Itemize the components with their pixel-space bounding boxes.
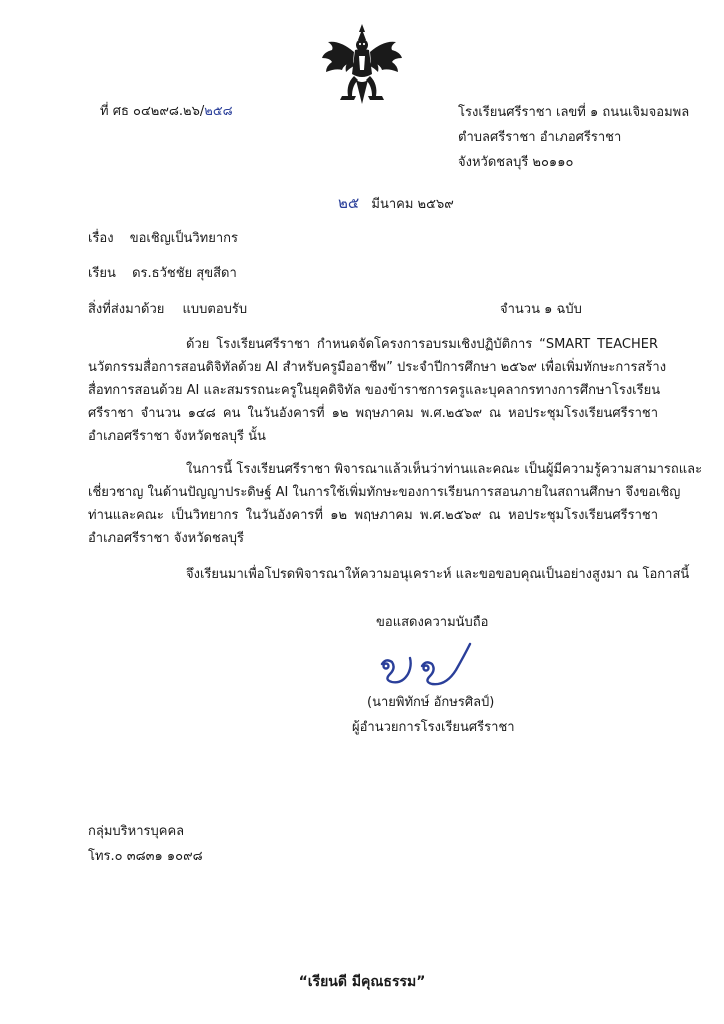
closing-salutation: ขอแสดงความนับถือ (376, 615, 489, 630)
signer-title: ผู้อำนวยการโรงเรียนศรีราชา (352, 720, 515, 735)
address-line: โรงเรียนศรีราชา เลขที่ ๑ ถนนเจิมจอมพล (458, 105, 690, 120)
paragraph-line: นวัตกรรมสื่อการสอนดิจิทัลด้วย AI สำหรับครูมืออาชีพ” ประจำปีการศึกษา ๒๕๖๙ เพื่อเพิ่มทักษะการสร้าง (88, 360, 667, 375)
date-day-handwritten: ๒๕ (338, 194, 360, 212)
paragraph-closing-request: จึงเรียนมาเพื่อโปรดพิจารณาให้ความอนุเคราะห์ และขอขอบคุณเป็นอย่างสูงมา ณ โอกาสนี้ (186, 567, 690, 582)
signer-name: (นายพิทักษ์ อักษรศิลป์) (367, 695, 495, 710)
paragraph-line: เชี่ยวชาญ ในด้านปัญญาประดิษฐ์ AI ในการใช้เพิ่มทักษะของการเรียนการสอนภายในสถานศึกษา จึงขอเชิญ (88, 485, 681, 500)
reference-prefix: ที่ ศธ ๐๔๒๙๘.๒๖/ (100, 104, 205, 119)
subject-line (88, 227, 238, 248)
recipient-line (88, 262, 237, 283)
recipient-label: เรียน (88, 266, 116, 281)
reference-number (100, 100, 233, 121)
garuda-emblem-icon (320, 22, 404, 108)
enclosure-quantity: จำนวน ๑ ฉบับ (500, 302, 582, 317)
paragraph-line: ในการนี้ โรงเรียนศรีราชา พิจารณาแล้วเห็นว่าท่านและคณะ เป็นผู้มีความรู้ความสามารถและ (186, 462, 703, 477)
reference-number-handwritten: ๒๕๘ (204, 104, 233, 119)
school-address (458, 100, 689, 175)
subject-text: ขอเชิญเป็นวิทยากร (129, 231, 238, 246)
paragraph-line: สื่อทการสอนด้วย AI และสมรรถนะครูในยุคดิจิทัล ของข้าราชการครูและบุคลากรทางการศึกษาโรงเรียน (88, 383, 661, 398)
enclosure-line (88, 298, 247, 319)
date-month-year: มีนาคม ๒๕๖๙ (371, 197, 454, 212)
paragraph-line: ด้วย โรงเรียนศรีราชา กำหนดจัดโครงการอบรมเชิงปฏิบัติการ “SMART TEACHER (186, 337, 658, 352)
signature-icon (372, 640, 482, 692)
department-phone: โทร.๐ ๓๘๓๑ ๑๐๙๘ (88, 849, 203, 864)
subject-label: เรื่อง (88, 231, 114, 246)
address-line: จังหวัดชลบุรี ๒๐๑๑๐ (458, 155, 574, 170)
enclosure-label: สิ่งที่ส่งมาด้วย (88, 302, 165, 317)
school-motto: “เรียนดี มีคุณธรรม” (298, 974, 426, 990)
department-name: กลุ่มบริหารบุคคล (88, 824, 185, 839)
paragraph-announcement (88, 333, 667, 448)
paragraph-line: อำเภอศรีราชา จังหวัดชลบุรี นั้น (88, 429, 266, 444)
letter-date (338, 191, 454, 215)
paragraph-invitation (88, 458, 703, 550)
paragraph-line: ท่านและคณะ เป็นวิทยากร ในวันอังคารที่ ๑๒ พฤษภาคม พ.ศ.๒๕๖๙ ณ หอประชุมโรงเรียนศรีราชา (88, 508, 658, 523)
paragraph-line: อำเภอศรีราชา จังหวัดชลบุรี (88, 531, 244, 546)
paragraph-line: ศรีราชา จำนวน ๑๔๘ คน ในวันอังคารที่ ๑๒ พฤษภาคม พ.ศ.๒๕๖๙ ณ หอประชุมโรงเรียนศรีราชา (88, 406, 658, 421)
address-line: ตำบลศรีราชา อำเภอศรีราชา (458, 130, 622, 145)
enclosure-text: แบบตอบรับ (182, 302, 248, 317)
recipient-name: ดร.ธวัชชัย สุขสีดา (132, 266, 237, 281)
